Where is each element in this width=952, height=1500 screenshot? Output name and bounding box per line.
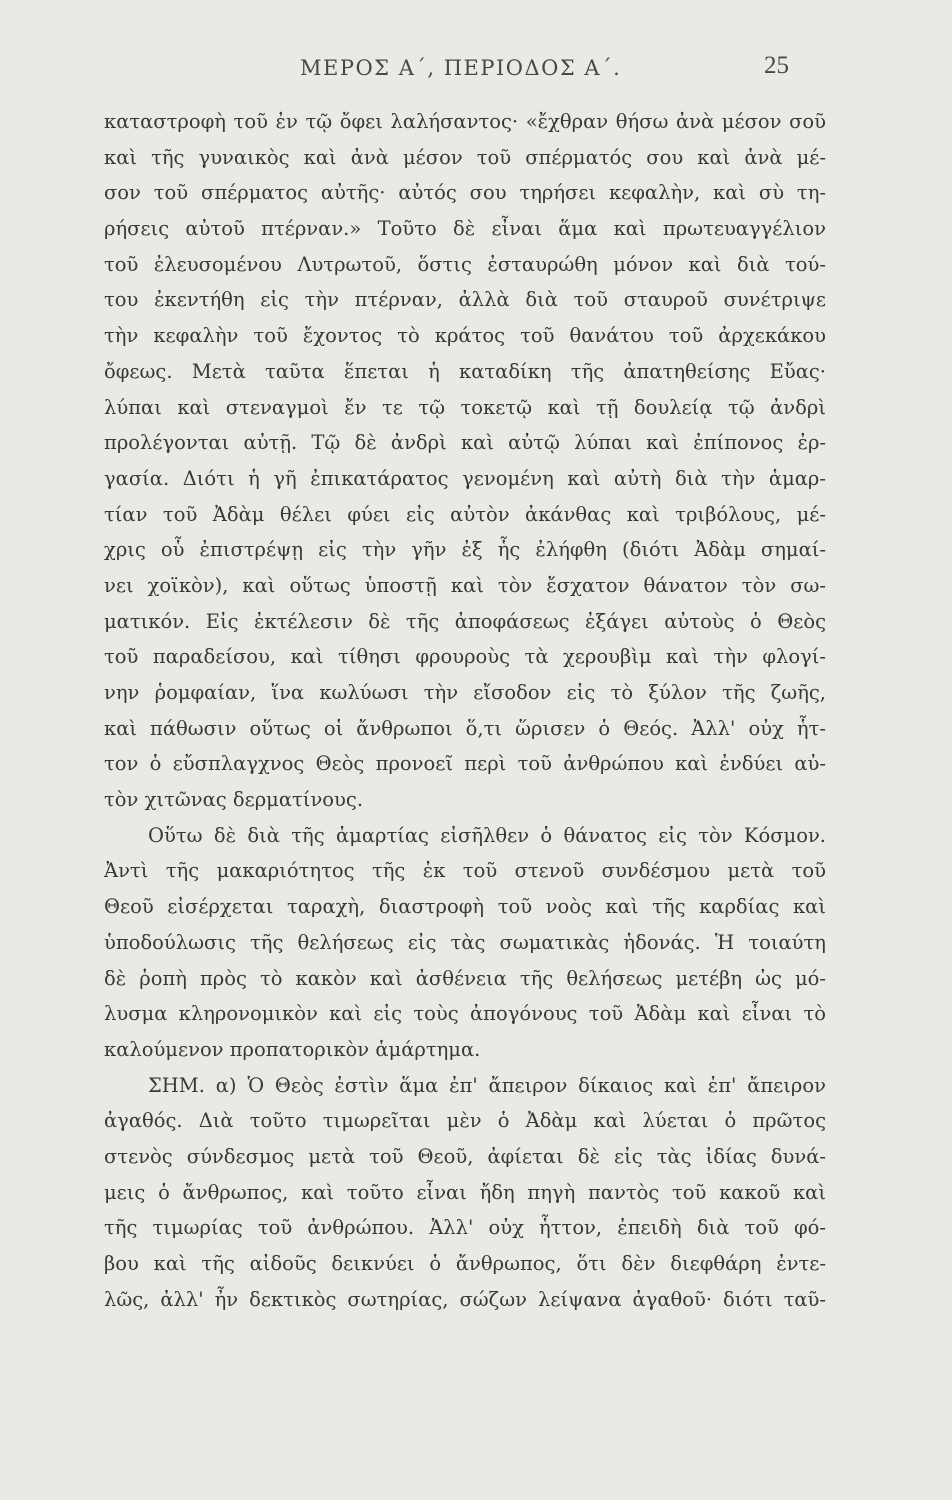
text-line: γασία. Διότι ἡ γῆ ἐπικατάρατος γενομένη καὶ αὐτὴ διὰ τὴν ἁμαρ- — [104, 466, 826, 490]
text-line: Θεοῦ εἰσέρχεται ταραχὴ, διαστροφὴ τοῦ νοὸς καὶ τῆς καρδίας καὶ — [104, 895, 826, 919]
note-start-line: ΣΗΜ. α) Ὁ Θεὸς ἐστὶν ἅμα ἐπ' ἄπειρον δίκαιος καὶ ἐπ' ἄπειρον — [148, 1073, 826, 1097]
text-line: δὲ ῥοπὴ πρὸς τὸ κακὸν καὶ ἀσθένεια τῆς θελήσεως μετέβη ὡς μό- — [104, 966, 826, 990]
text-line: στενὸς σύνδεσμος μετὰ τοῦ Θεοῦ, ἀφίεται δὲ εἰς τὰς ἰδίας δυνά- — [104, 1144, 826, 1168]
text-line: προλέγονται αὐτῇ. Τῷ δὲ ἀνδρὶ καὶ αὐτῷ λύπαι καὶ ἐπίπονος ἐρ- — [104, 431, 826, 455]
text-line: νει χοϊκὸν), καὶ οὕτως ὑποστῇ καὶ τὸν ἔσχατον θάνατον τὸν σω- — [104, 573, 826, 597]
text-line: ματικόν. Εἰς ἐκτέλεσιν δὲ τῆς ἀποφάσεως ἐξάγει αὐτοὺς ὁ Θεὸς — [104, 609, 826, 633]
text-line: τὸν χιτῶνας δερματίνους. — [104, 788, 364, 812]
body-text — [104, 104, 826, 1317]
text-line: μεις ὁ ἄνθρωπος, καὶ τοῦτο εἶναι ἤδη πηγὴ παντὸς τοῦ κακοῦ καὶ — [104, 1180, 826, 1204]
text-line: ὑποδούλωσις τῆς θελήσεως εἰς τὰς σωματικὰς ἡδονάς. Ἡ τοιαύτη — [104, 930, 826, 954]
text-line: χρις οὗ ἐπιστρέψῃ εἰς τὴν γῆν ἐξ ἧς ἐλήφθη (διότι Ἀδὰμ σημαί- — [104, 538, 826, 562]
page-number: 25 — [764, 52, 789, 79]
text-line: Ἀντὶ τῆς μακαριότητος τῆς ἐκ τοῦ στενοῦ συνδέσμου μετὰ τοῦ — [104, 859, 826, 883]
text-line: τοῦ παραδείσου, καὶ τίθησι φρουροὺς τὰ χερουβὶμ καὶ τὴν φλογί- — [104, 645, 826, 669]
text-line: λύπαι καὶ στεναγμοὶ ἔν τε τῷ τοκετῷ καὶ τῇ δουλείᾳ τῷ ἀνδρὶ — [104, 395, 826, 419]
text-line: τίαν τοῦ Ἀδὰμ θέλει φύει εἰς αὐτὸν ἀκάνθας καὶ τριβόλους, μέ- — [104, 502, 826, 526]
text-line: βου καὶ τῆς αἰδοῦς δεικνύει ὁ ἄνθρωπος, ὅτι δὲν διεφθάρη ἐντε- — [104, 1252, 826, 1275]
text-line: τῆς τιμωρίας τοῦ ἀνθρώπου. Ἀλλ' οὐχ ἧττον, ἐπειδὴ διὰ τοῦ φό- — [104, 1216, 826, 1240]
text-line: τον ὁ εὔσπλαγχνος Θεὸς προνοεῖ περὶ τοῦ ἀνθρώπου καὶ ἐνδύει αὐ- — [104, 752, 826, 776]
text-line: τοῦ ἐλευσομένου Λυτρωτοῦ, ὅστις ἐσταυρώθη μόνον καὶ διὰ τού- — [104, 252, 826, 276]
running-title: ΜΕΡΟΣ Α΄, ΠΕΡΙΟΔΟΣ Α΄. — [300, 56, 622, 80]
text-line: λῶς, ἀλλ' ἦν δεκτικὸς σωτηρίας, σώζων λείψανα ἀγαθοῦ· διότι ταῦ- — [104, 1287, 826, 1311]
text-line: ρήσεις αὐτοῦ πτέρναν.» Τοῦτο δὲ εἶναι ἅμα καὶ πρωτευαγγέλιον — [104, 217, 826, 241]
text-line: ἀγαθός. Διὰ τοῦτο τιμωρεῖται μὲν ὁ Ἀδὰμ καὶ λύεται ὁ πρῶτος — [104, 1109, 826, 1133]
text-line: νην ῥομφαίαν, ἵνα κωλύωσι τὴν εἴσοδον εἰς τὸ ξύλον τῆς ζωῆς, — [104, 681, 826, 704]
text-line: τὴν κεφαλὴν τοῦ ἔχοντος τὸ κράτος τοῦ θανάτου τοῦ ἀρχεκάκου — [104, 324, 826, 348]
text-line: του ἐκεντήθη εἰς τὴν πτέρναν, ἀλλὰ διὰ τοῦ σταυροῦ συνέτριψε — [104, 288, 826, 312]
text-line: λυσμα κληρονομικὸν καὶ εἰς τοὺς ἀπογόνους τοῦ Ἀδὰμ καὶ εἶναι τὸ — [104, 1002, 826, 1026]
text-line: καταστροφὴ τοῦ ἐν τῷ ὄφει λαλήσαντος· «ἔχθραν θήσω ἀνὰ μέσον σοῦ — [104, 110, 826, 133]
text-line: ὄφεως. Μετὰ ταῦτα ἕπεται ἡ καταδίκη τῆς ἀπατηθείσης Εὔας· — [104, 359, 826, 383]
page-header — [0, 52, 952, 86]
text-line: καλούμενον προπατορικὸν ἁμάρτημα. — [104, 1037, 481, 1061]
text-line: καὶ πάθωσιν οὕτως οἱ ἄνθρωποι ὅ,τι ὥρισεν ὁ Θεός. Ἀλλ' οὐχ ἧτ- — [104, 716, 826, 740]
text-line: καὶ τῆς γυναικὸς καὶ ἀνὰ μέσον τοῦ σπέρματός σου καὶ ἀνὰ μέ- — [104, 145, 826, 169]
text-line: σον τοῦ σπέρματος αὐτῆς· αὐτός σου τηρήσει κεφαλὴν, καὶ σὺ τη- — [104, 181, 826, 205]
paragraph-start-line: Οὕτω δὲ διὰ τῆς ἁμαρτίας εἰσῆλθεν ὁ θάνατος εἰς τὸν Κόσμον. — [148, 823, 826, 847]
